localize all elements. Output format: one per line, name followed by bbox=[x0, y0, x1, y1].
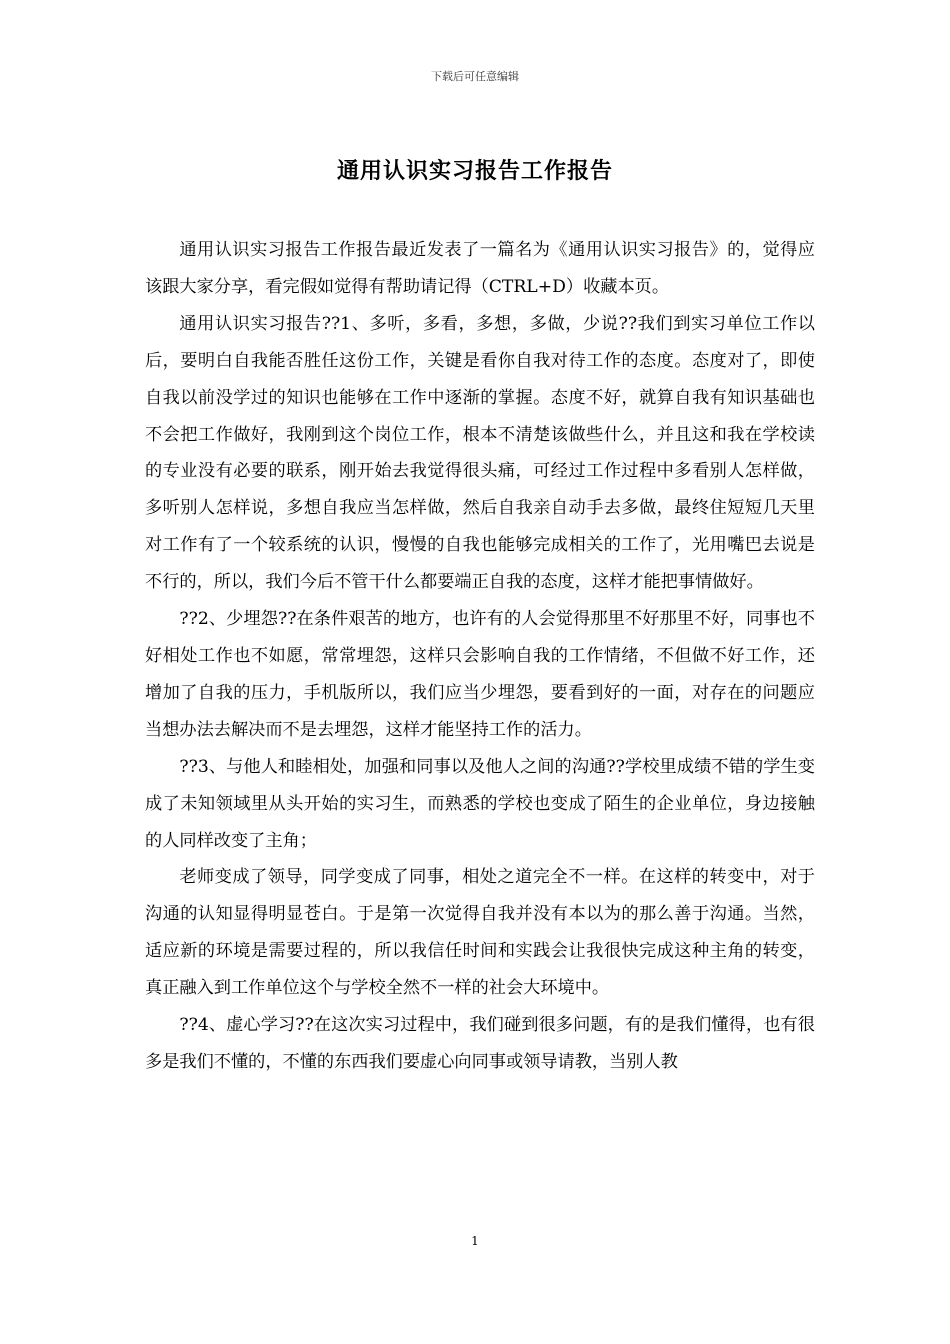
document-title: 通用认识实习报告工作报告 bbox=[336, 158, 613, 184]
paragraph: ??3、与他人和睦相处，加强和同事以及他人之间的沟通??学校里成绩不错的学生变成了未知领域里从头开始的实习生，而熟悉的学校也变成了陌生的企业单位，身边接触的人同样改变了主角； bbox=[145, 756, 815, 851]
paragraph: ??2、少埋怨??在条件艰苦的地方，也许有的人会觉得那里不好那里不好，同事也不好相处工作也不如愿，常常埋怨，这样只会影响自我的工作情绪，不但做不好工作，还增加了自我的压力，手机版所以，我们应当少埋怨，要看到好的一面，对存在的问题应当想办法去解决而不是去埋怨，这样才能坚持工作的活力。 bbox=[145, 609, 815, 740]
page-number: 1 bbox=[471, 1234, 479, 1248]
paragraph: ??4、虚心学习??在这次实习过程中，我们碰到很多问题，有的是我们懂得，也有很多是我们不懂的，不懂的东西我们要虚心向同事或领导请教，当别人教 bbox=[145, 1015, 815, 1072]
page-header-note: 下载后可任意编辑 bbox=[431, 70, 519, 83]
paragraph: 老师变成了领导，同学变成了同事，相处之道完全不一样。在这样的转变中，对于沟通的认知显得明显苍白。于是第一次觉得自我并没有本以为的那么善于沟通。当然，适应新的环境是需要过程的，所以我信任时间和实践会让我很快完成这种主角的转变，真正融入到工作单位这个与学校全然不一样的社会大环境中。 bbox=[145, 867, 815, 999]
paragraph: 通用认识实习报告??1、多听，多看，多想，多做，少说??我们到实习单位工作以后，要明白自我能否胜任这份工作，关键是看你自我对待工作的态度。态度对了，即使自我以前没学过的知识也能够在工作中逐渐的掌握。态度不好，就算自我有知识基础也不会把工作做好，我刚到这个岗位工作，根本不清楚该做些什么，并且这和我在学校读的专业没有必要的联系，刚开始去我觉得很头痛，可经过工作过程中多看别人怎样做，多听别人怎样说，多想自我应当怎样做，然后自我亲自动手去多做，最终住短短几天里对工作有了一个较系统的认识，慢慢的自我也能够完成相关的工作了，光用嘴巴去说是不行的，所以，我们今后不管干什么都要端正自我的态度，这样才能把事情做好。 bbox=[145, 313, 815, 593]
paragraph: 通用认识实习报告工作报告最近发表了一篇名为《通用认识实习报告》的，觉得应该跟大家分享，看完假如觉得有帮助请记得（CTRL+D）收藏本页。 bbox=[145, 240, 815, 297]
document-body bbox=[145, 232, 815, 1081]
